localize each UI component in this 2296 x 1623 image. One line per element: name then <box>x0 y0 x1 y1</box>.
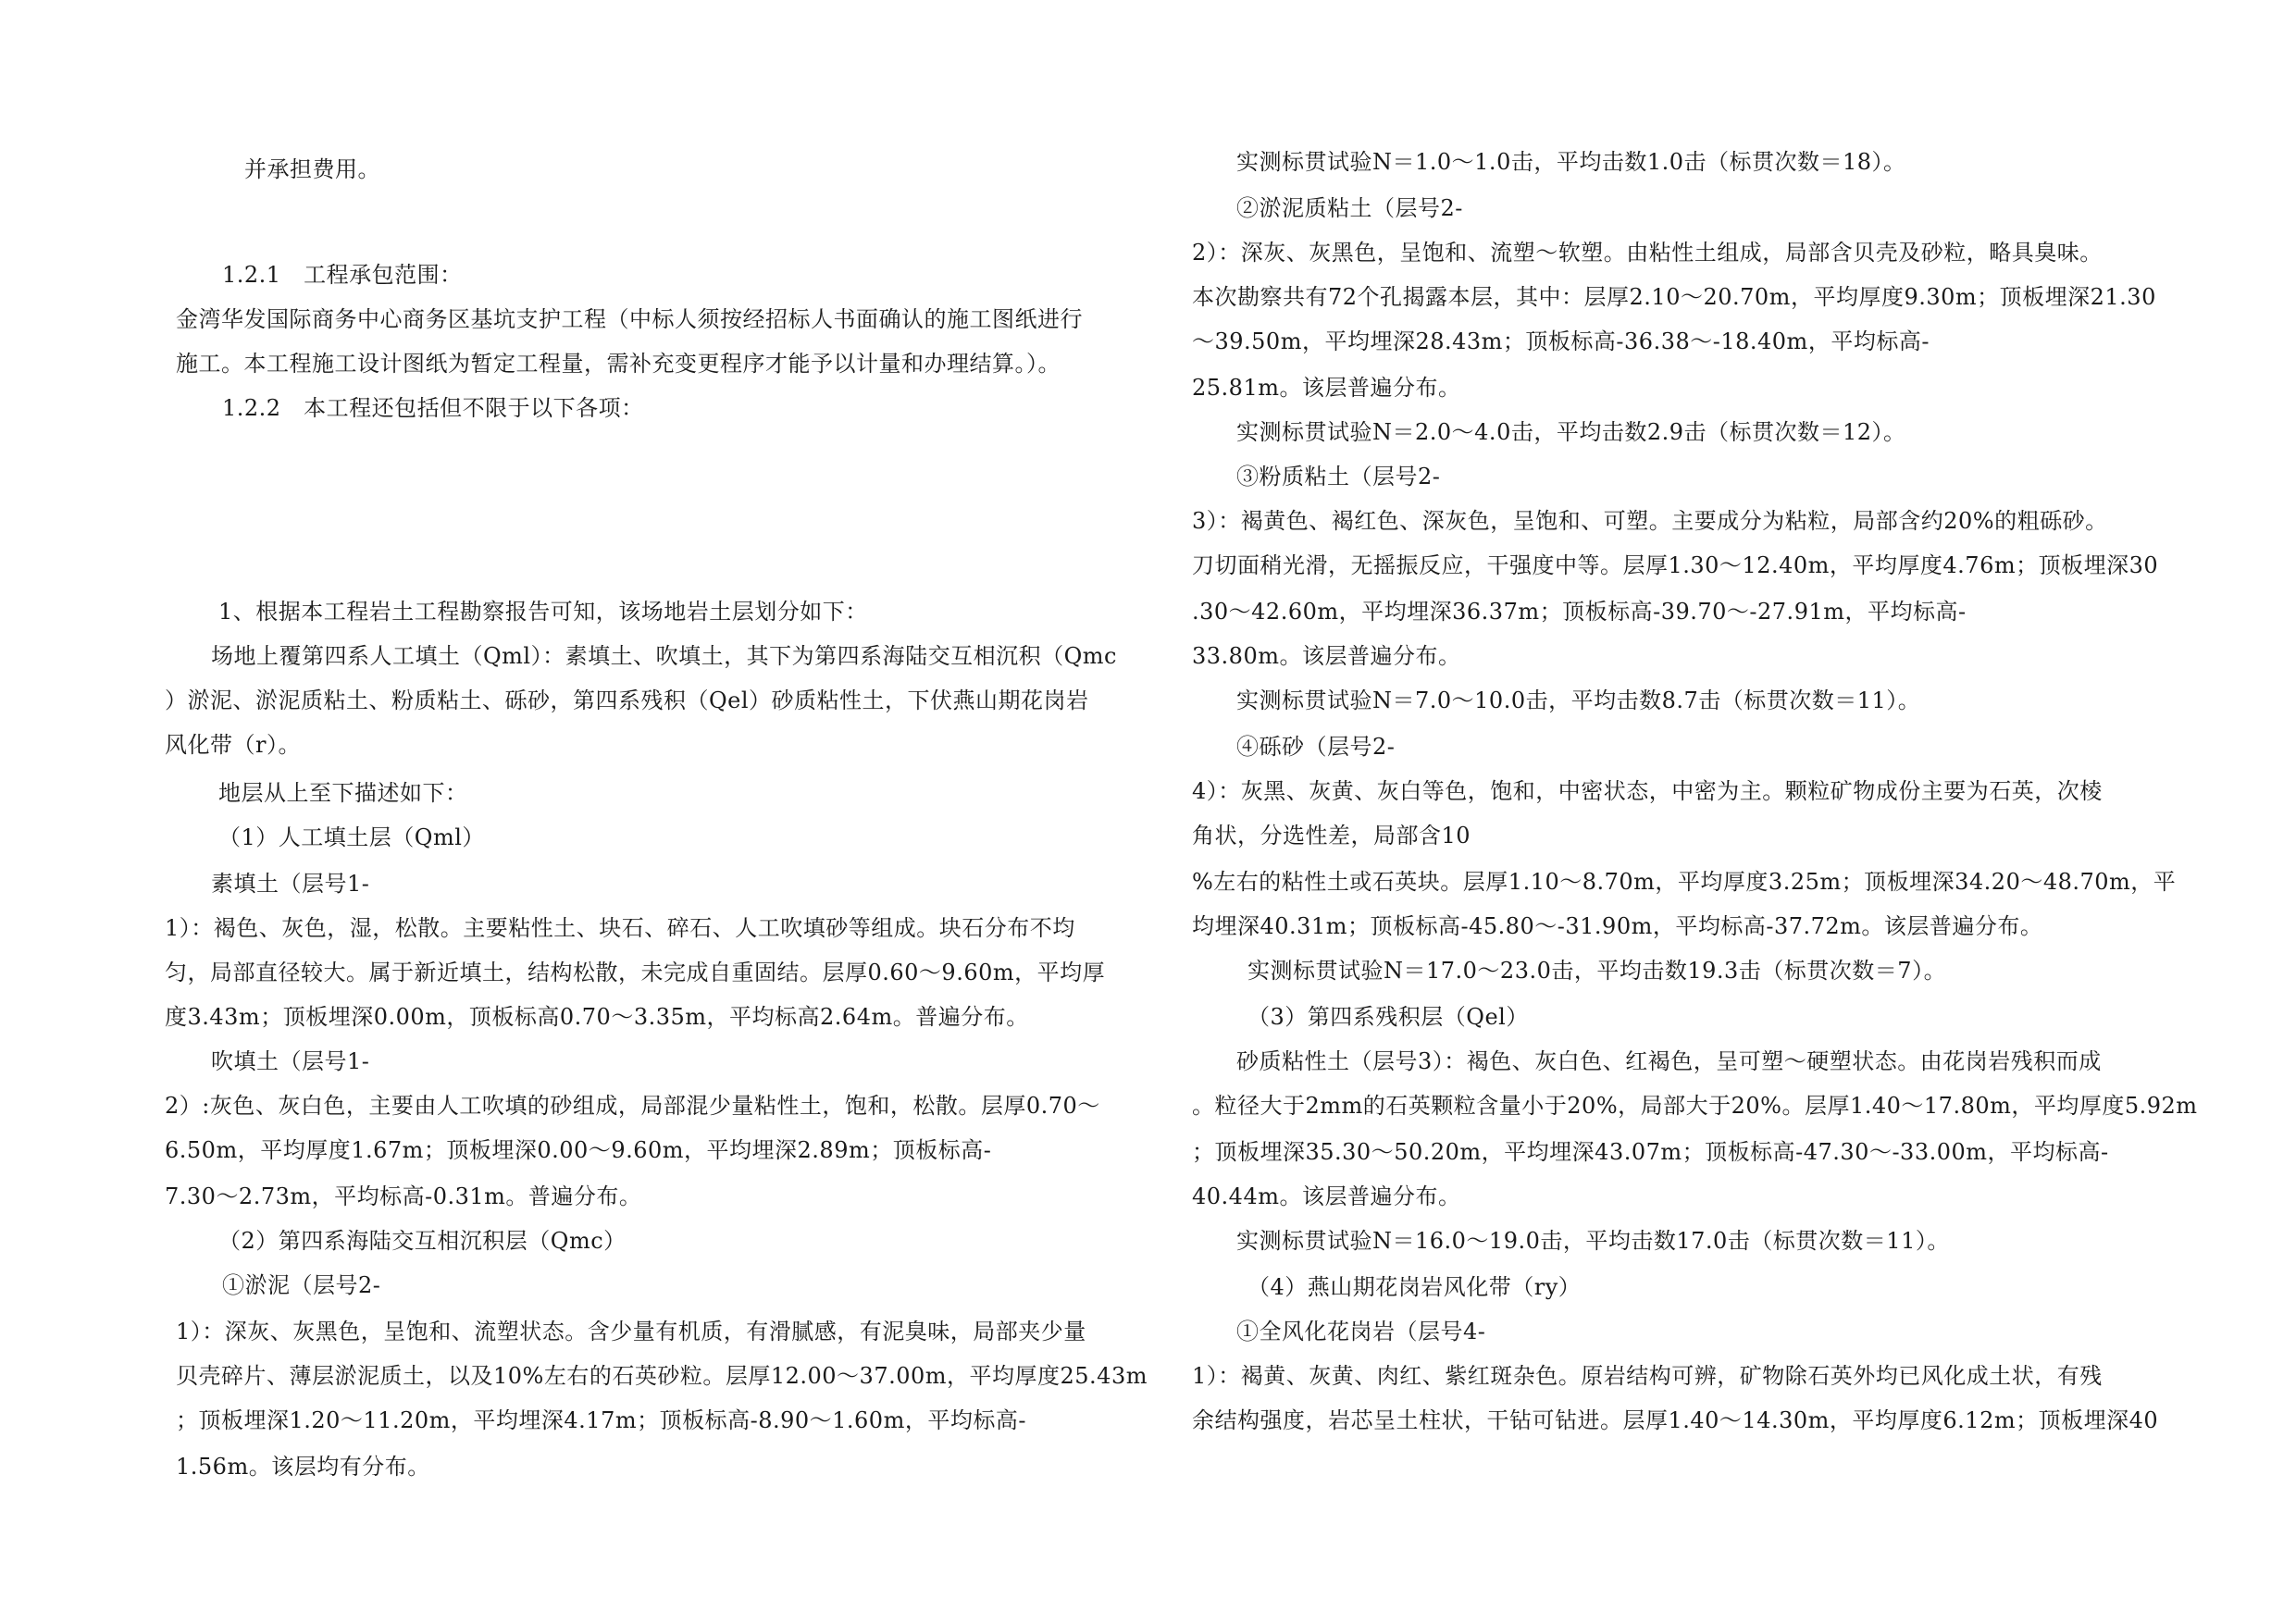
text-line: 实测标贯试验N＝1.0～1.0击，平均击数1.0击（标贯次数＝18）。 <box>1236 149 1906 175</box>
text-line: .30～42.60m，平均埋深36.37m；顶板标高-39.70～-27.91m，平均标高- <box>1192 599 1967 625</box>
text-line: 33.80m。该层普遍分布。 <box>1192 643 1461 669</box>
text-line: （4）燕山期花岗岩风化带（ry） <box>1247 1274 1582 1300</box>
text-line: ；顶板埋深35.30～50.20m，平均埋深43.07m；顶板标高-47.30～-33.00m，平均标高- <box>1192 1139 2109 1165</box>
text-line: ④砾砂（层号2- <box>1236 734 1396 760</box>
text-line: 场地上覆第四系人工填土（Qml）：素填土、吹填土，其下为第四系海陆交互相沉积（Qmc <box>211 643 1117 669</box>
text-line: 1.2.2 本工程还包括但不限于以下各项： <box>222 395 644 421</box>
text-line: ②淤泥质粘土（层号2- <box>1236 195 1463 221</box>
text-line: 3）：褐黄色、褐红色、深灰色，呈饱和、可塑。主要成分为粘粒，局部含约20%的粗砾砂。 <box>1192 508 2108 534</box>
text-line: 1）：褐色、灰色，湿，松散。主要粘性土、块石、碎石、人工吹填砂等组成。块石分布不均 <box>165 915 1075 941</box>
text-line: 1）：深灰、灰黑色，呈饱和、流塑状态。含少量有机质，有滑腻感，有泥臭味，局部夹少量 <box>176 1319 1086 1344</box>
text-line: %左右的粘性土或石英块。层厚1.10～8.70m，平均厚度3.25m；顶板埋深34.20～48.70m，平 <box>1192 869 2177 895</box>
text-line: 2）：深灰、灰黑色，呈饱和、流塑～软塑。由粘性土组成，局部含贝壳及砂粒，略具臭味。 <box>1192 240 2103 266</box>
text-line: 1、根据本工程岩土工程勘察报告可知，该场地岩土层划分如下： <box>218 599 868 625</box>
text-line: 度3.43m；顶板埋深0.00m，顶板标高0.70～3.35m，平均标高2.64m。普遍分布。 <box>165 1004 1029 1030</box>
text-line: 25.81m。该层普遍分布。 <box>1192 375 1461 401</box>
text-line: 实测标贯试验N＝7.0～10.0击，平均击数8.7击（标贯次数＝11）。 <box>1236 688 1921 713</box>
text-line: ；顶板埋深1.20～11.20m，平均埋深4.17m；顶板标高-8.90～1.60m，平均标高- <box>176 1407 1026 1433</box>
text-line: ③粉质粘土（层号2- <box>1236 464 1441 489</box>
text-line: 贝壳碎片、薄层淤泥质土，以及10%左右的石英砂粒。层厚12.00～37.00m，平均厚度25.43m <box>176 1363 1148 1389</box>
text-line: （2）第四系海陆交互相沉积层（Qmc） <box>218 1228 627 1254</box>
text-line: 。粒径大于2mm的石英颗粒含量小于20%，局部大于20%。层厚1.40～17.80m，平均厚度5.92m <box>1192 1093 2198 1119</box>
text-line: 6.50m，平均厚度1.67m；顶板埋深0.00～9.60m，平均埋深2.89m；顶板标高- <box>165 1137 992 1163</box>
text-line: ①全风化花岗岩（层号4- <box>1236 1319 1486 1344</box>
text-line: 素填土（层号1- <box>211 871 370 897</box>
text-line: 施工。本工程施工设计图纸为暂定工程量，需补充变更程序才能予以计量和办理结算。）。 <box>176 351 1061 377</box>
text-line: 2）:灰色、灰白色，主要由人工吹填的砂组成，局部混少量粘性土，饱和，松散。层厚0.70～ <box>165 1093 1100 1119</box>
text-line: 金湾华发国际商务中心商务区基坑支护工程（中标人须按经招标人书面确认的施工图纸进行 <box>176 306 1083 332</box>
text-line: （3）第四系残积层（Qel） <box>1247 1004 1529 1030</box>
text-line: ～39.50m，平均埋深28.43m；顶板标高-36.38～-18.40m，平均标高- <box>1192 328 1930 354</box>
text-line: 匀，局部直径较大。属于新近填土，结构松散，未完成自重固结。层厚0.60～9.60m，平均厚 <box>165 960 1106 985</box>
text-line: 本次勘察共有72个孔揭露本层，其中：层厚2.10～20.70m，平均厚度9.30m；顶板埋深21.30 <box>1192 284 2156 310</box>
text-line: 风化带（r）。 <box>165 732 301 758</box>
text-line: ①淤泥（层号2- <box>222 1272 381 1298</box>
text-line: 7.30～2.73m，平均标高-0.31m。普遍分布。 <box>165 1183 642 1209</box>
text-line: 砂质粘性土（层号3）：褐色、灰白色、红褐色，呈可塑～硬塑状态。由花岗岩残积而成 <box>1236 1048 2102 1074</box>
text-line: 40.44m。该层普遍分布。 <box>1192 1183 1461 1209</box>
text-line: 均埋深40.31m；顶板标高-45.80～-31.90m，平均标高-37.72m。该层普遍分布。 <box>1192 913 2043 939</box>
text-line: ）淤泥、淤泥质粘土、粉质粘土、砾砂，第四系残积（Qel）砂质粘性土，下伏燕山期花岗岩 <box>165 688 1089 713</box>
text-line: 吹填土（层号1- <box>211 1048 370 1074</box>
text-line: 余结构强度，岩芯呈土柱状，干钻可钻进。层厚1.40～14.30m，平均厚度6.12m；顶板埋深40 <box>1192 1407 2159 1433</box>
text-line: （1）人工填土层（Qml） <box>218 824 485 850</box>
text-line: 1.2.1 工程承包范围： <box>222 262 463 288</box>
text-line: 1）：褐黄、灰黄、肉红、紫红斑杂色。原岩结构可辨，矿物除石英外均已风化成土状，有残 <box>1192 1363 2103 1389</box>
text-line: 实测标贯试验N＝16.0～19.0击，平均击数17.0击（标贯次数＝11）。 <box>1236 1228 1950 1254</box>
text-line: 角状，分选性差，局部含10 <box>1192 823 1471 849</box>
text-line: 实测标贯试验N＝2.0～4.0击，平均击数2.9击（标贯次数＝12）。 <box>1236 419 1906 445</box>
text-line: 1.56m。该层均有分布。 <box>176 1454 430 1480</box>
text-line: 刀切面稍光滑，无摇振反应，干强度中等。层厚1.30～12.40m，平均厚度4.76m；顶板埋深30 <box>1192 552 2159 578</box>
text-line: 4）：灰黑、灰黄、灰白等色，饱和，中密状态，中密为主。颗粒矿物成份主要为石英，次棱 <box>1192 778 2103 804</box>
text-line: 地层从上至下描述如下： <box>218 780 468 806</box>
text-line: 并承担费用。 <box>244 156 380 182</box>
text-line: 实测标贯试验N＝17.0～23.0击，平均击数19.3击（标贯次数＝7）。 <box>1247 958 1947 984</box>
